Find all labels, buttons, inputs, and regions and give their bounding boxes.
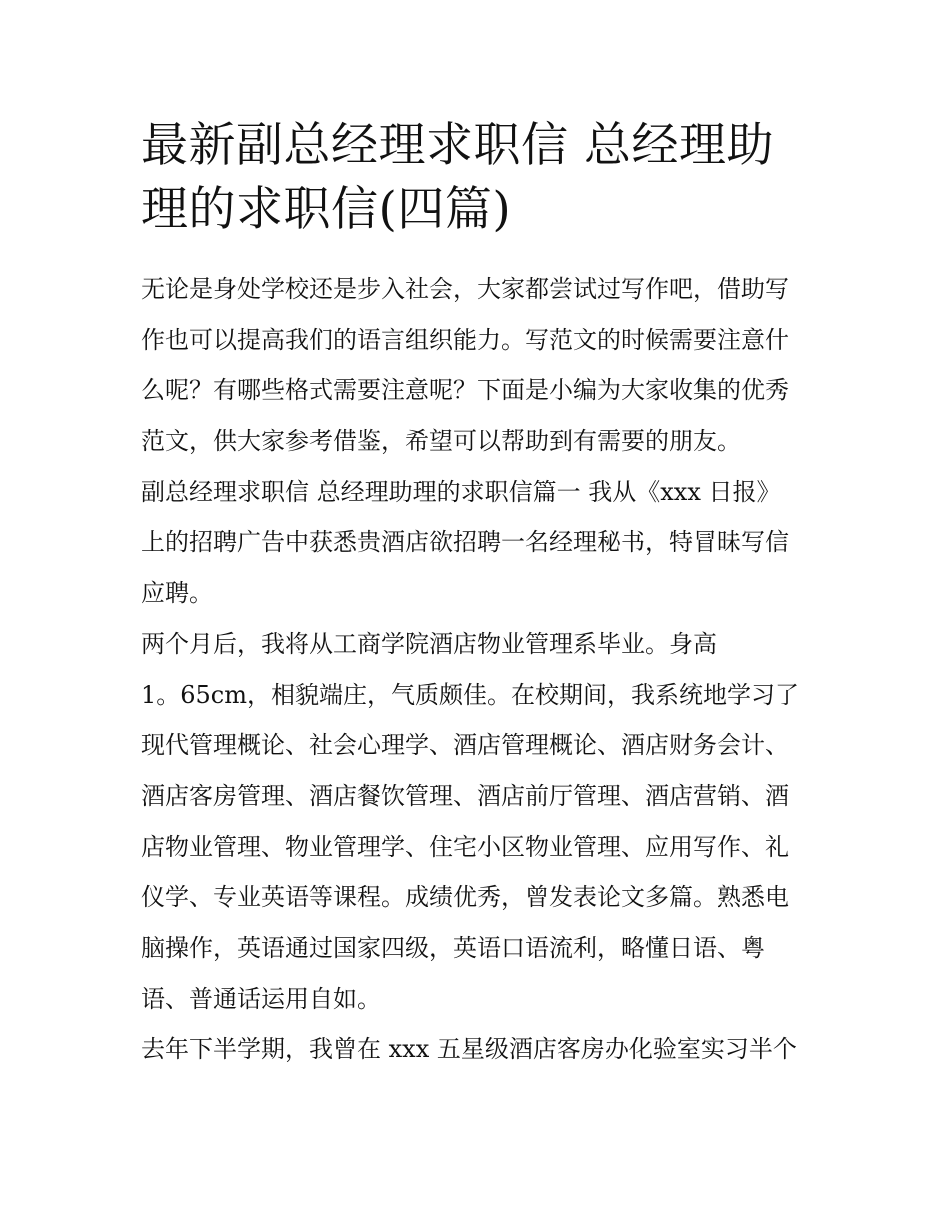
body-line: 应聘。 [141,579,213,608]
body-line: 1。65cm，相貌端庄，气质颇佳。在校期间，我系统地学习了 [141,680,800,709]
document-title [141,114,813,242]
body-line: 酒店客房管理、酒店餐饮管理、酒店前厅管理、酒店营销、酒 [141,781,789,810]
body-line: 副总经理求职信 总经理助理的求职信篇一 我从《xxx 日报》 [141,477,781,506]
body-line: 上的招聘广告中获悉贵酒店欲招聘一名经理秘书，特冒昧写信 [141,528,789,557]
body-line: 店物业管理、物业管理学、住宅小区物业管理、应用写作、礼 [141,832,789,861]
body-line: 两个月后，我将从工商学院酒店物业管理系毕业。身高 [141,629,717,658]
body-line: 无论是身处学校还是步入社会，大家都尝试过写作吧，借助写 [141,275,789,303]
body-line: 去年下半学期，我曾在 xxx 五星级酒店客房办化验室实习半个 [141,1035,797,1064]
body-line: 作也可以提高我们的语言组织能力。写范文的时候需要注意什 [141,325,789,354]
document-content [141,114,813,1075]
title-line: 理的求职信(四篇) [141,182,512,237]
body-line: 范文，供大家参考借鉴，希望可以帮助到有需要的朋友。 [141,427,741,456]
body-line: 脑操作，英语通过国家四级，英语口语流利，略懂日语、粤 [141,933,765,962]
body-line: 么呢？有哪些格式需要注意呢？下面是小编为大家收集的优秀 [141,376,789,405]
document-body [141,264,813,1075]
body-line: 现代管理概论、社会心理学、酒店管理概论、酒店财务会计、 [141,731,789,760]
body-line: 仪学、专业英语等课程。成绩优秀，曾发表论文多篇。熟悉电 [141,883,789,912]
title-line: 最新副总经理求职信 总经理助 [141,118,774,173]
body-line: 语、普通话运用自如。 [141,984,381,1013]
